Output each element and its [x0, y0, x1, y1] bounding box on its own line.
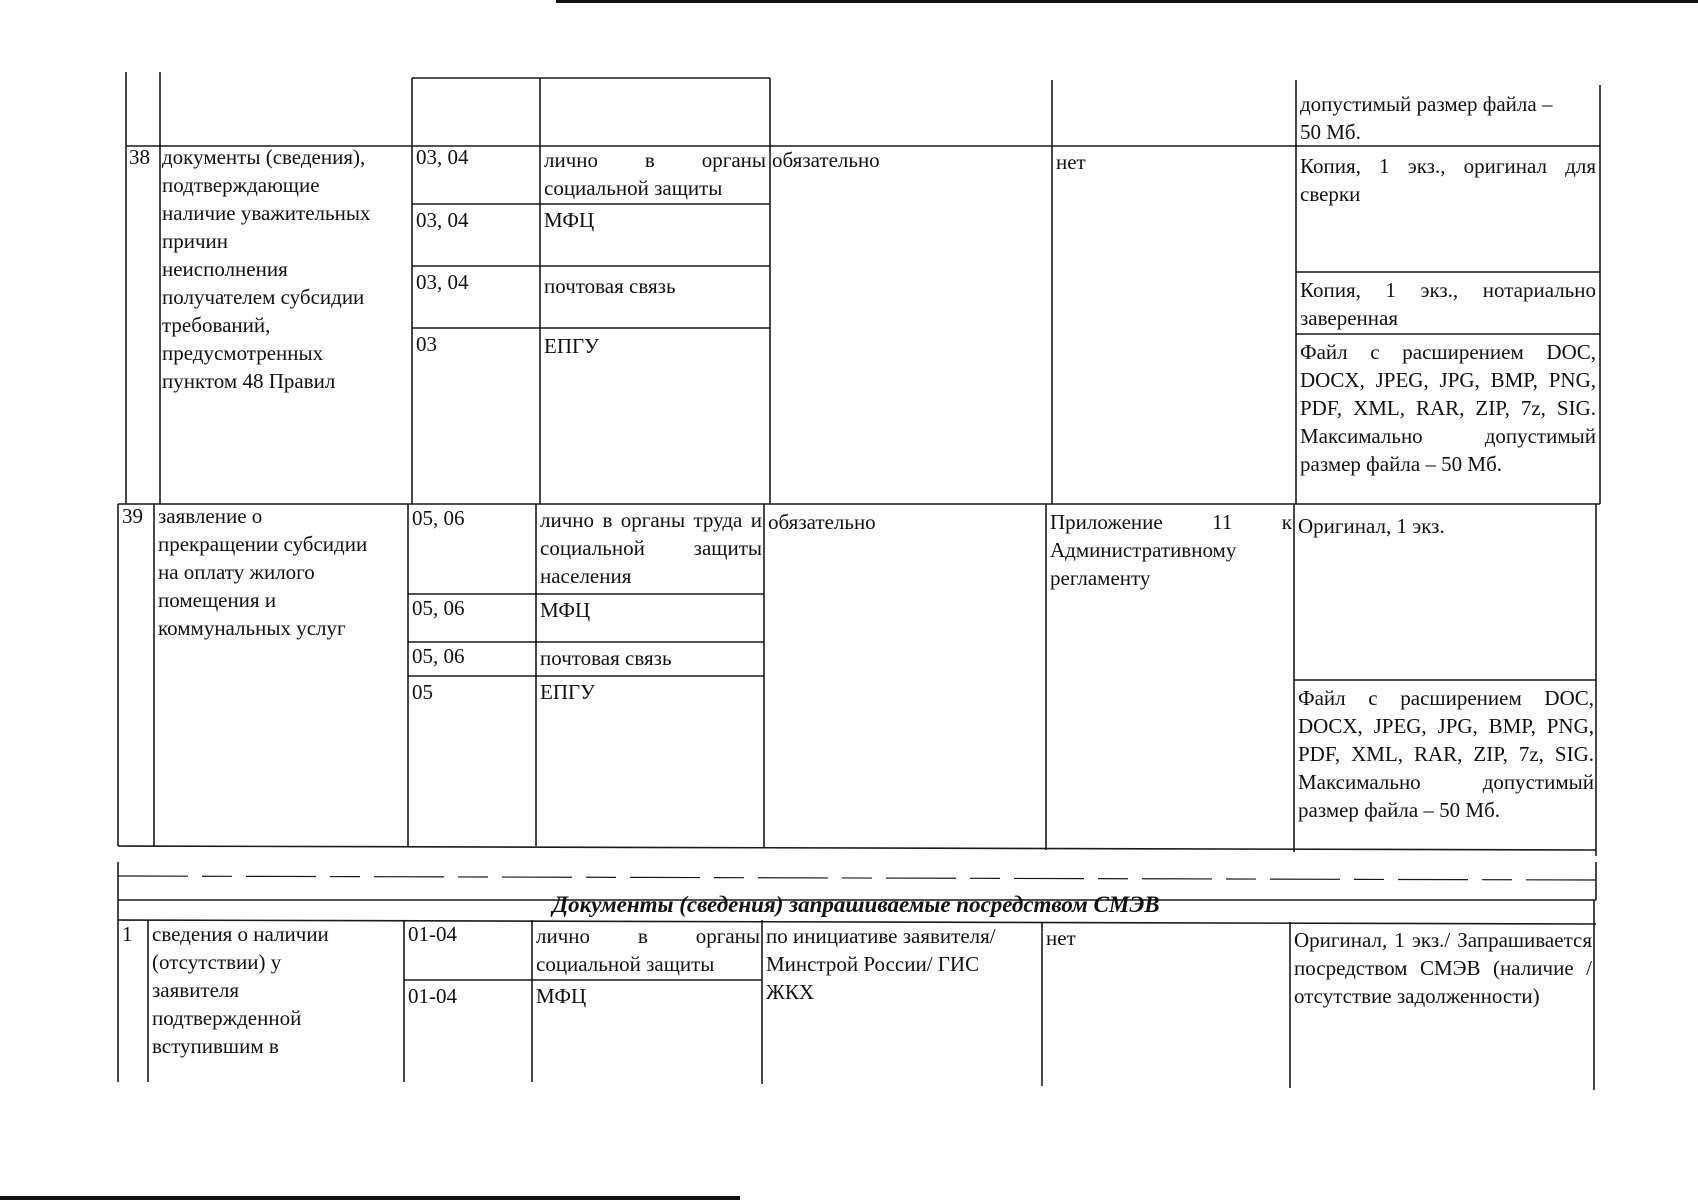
channel-codes: 03, 04 — [416, 145, 469, 169]
channel-codes: 05 — [412, 680, 433, 704]
channel-codes: 01-04 — [408, 984, 457, 1008]
form-template: нет — [1046, 926, 1076, 950]
requirement: обязательно — [768, 510, 876, 534]
channel-codes: 05, 06 — [412, 506, 465, 530]
channel-method: почтовая связь — [540, 646, 672, 670]
section-heading: Документы (сведения) запрашиваемые посредством СМЭВ — [552, 892, 1160, 917]
form-template: Приложение 11 к Административному регламенту — [1050, 510, 1292, 590]
format-electronic-file: Файл с расширением DOC, DOCX, JPEG, JPG, BMP, PNG, PDF, XML, RAR, ZIP, 7z, SIG. Максимально допустимый размер файла – 50 Мб. — [1300, 340, 1596, 476]
channel-codes: 05, 06 — [412, 644, 465, 668]
channel-method: МФЦ — [536, 984, 587, 1008]
channel-method: МФЦ — [544, 208, 595, 232]
channel-method: лично в органы социальной защиты — [544, 148, 766, 200]
prev-row-format-cell — [1300, 90, 1596, 146]
channel-method: почтовая связь — [544, 274, 676, 298]
document-name: сведения о наличии (отсутствии) у заявителя подтвержденной вступившим в — [152, 922, 329, 1058]
channel-codes: 03 — [416, 332, 437, 356]
prev-row-format-text: допустимый размер файла – 50 Мб. — [1300, 92, 1553, 144]
document-name: заявление о прекращении субсидии на оплату жилого помещения и коммунальных услуг — [158, 504, 368, 640]
form-template: нет — [1056, 150, 1086, 174]
format-original-smev: Оригинал, 1 экз./ Запрашивается посредством СМЭВ (наличие /отсутствие задолженности) — [1294, 928, 1592, 1008]
row-number: 38 — [129, 145, 150, 169]
channel-method: лично в органы труда и социальной защиты населения — [540, 508, 762, 588]
format-copy-original: Копия, 1 экз., оригинал для сверки — [1300, 154, 1596, 206]
row-number: 39 — [122, 504, 143, 528]
requirement: обязательно — [772, 148, 880, 172]
channel-method: лично в органы социальной защиты — [536, 924, 760, 976]
format-notarized-copy: Копия, 1 экз., нотариально заверенная — [1300, 278, 1596, 330]
document-name: документы (сведения), подтверждающие наличие уважительных причин неисполнения получателем субсидии требований, предусмотренных пунктом 48 Правил — [162, 145, 371, 393]
channel-method: МФЦ — [540, 598, 591, 622]
channel-method: ЕПГУ — [544, 334, 600, 358]
channel-codes: 01-04 — [408, 922, 457, 946]
format-electronic-file: Файл с расширением DOC, DOCX, JPEG, JPG, BMP, PNG, PDF, XML, RAR, ZIP, 7z, SIG. Максимально допустимый размер файла – 50 Мб. — [1298, 686, 1594, 822]
row-number: 1 — [122, 922, 133, 946]
channel-codes: 05, 06 — [412, 596, 465, 620]
channel-method: ЕПГУ — [540, 680, 596, 704]
requirement: по инициативе заявителя/ Минстрой России/ ГИС ЖКХ — [766, 924, 996, 1004]
format-original: Оригинал, 1 экз. — [1298, 514, 1445, 538]
channel-codes: 03, 04 — [416, 208, 469, 232]
channel-codes: 03, 04 — [416, 270, 469, 294]
